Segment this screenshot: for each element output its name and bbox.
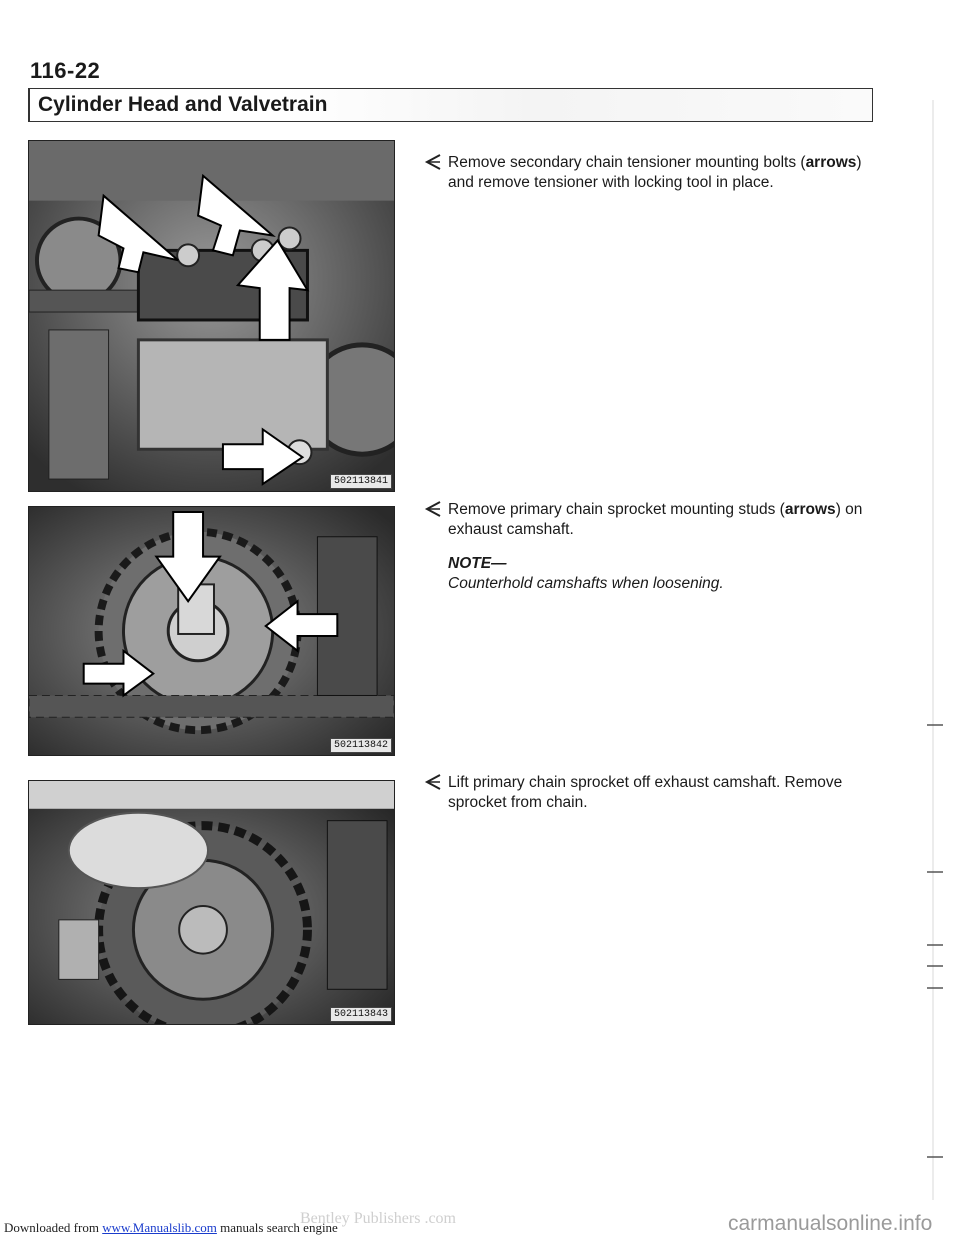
photo-id: 502113843	[330, 1007, 392, 1022]
photo-id: 502113841	[330, 474, 392, 489]
step-text: Remove secondary chain tensioner mounting bolts (arrows) and remove tensioner with locking tool in place.	[448, 154, 862, 191]
step-text: Lift primary chain sprocket off exhaust camshaft. Remove sprocket from chain.	[448, 774, 843, 811]
photo-id: 502113842	[330, 738, 392, 753]
tensioner-illustration	[29, 141, 394, 491]
pointer-arrow-icon	[424, 153, 442, 171]
sprocket-studs-illustration	[29, 507, 394, 755]
page-number: 116-22	[30, 58, 101, 83]
photo-sprocket-studs	[28, 506, 395, 756]
emphasis-arrows: arrows	[784, 501, 836, 518]
emphasis-arrows: arrows	[805, 154, 857, 171]
note-text: Counterhold camshafts when loosening.	[448, 575, 724, 592]
step-lift-sprocket	[424, 773, 874, 813]
photo-sprocket-removal	[28, 780, 395, 1025]
step-remove-studs	[424, 500, 874, 594]
section-title: Cylinder Head and Valvetrain	[38, 93, 328, 116]
site-watermark: carmanualsonline.info	[728, 1212, 933, 1235]
publisher-watermark: Bentley Publishers .com	[300, 1210, 456, 1227]
sprocket-removal-illustration	[29, 781, 394, 1024]
step-text: Remove primary chain sprocket mounting studs (arrows) on exhaust camshaft.	[448, 501, 863, 538]
pointer-arrow-icon	[424, 500, 442, 518]
note-heading: NOTE—	[448, 555, 507, 572]
pointer-arrow-icon	[424, 773, 442, 791]
download-notice: Downloaded from www.Manualslib.com manuals search engine	[4, 1220, 338, 1235]
manualslib-link[interactable]: www.Manualslib.com	[102, 1220, 217, 1235]
step-remove-tensioner	[424, 153, 874, 193]
margin-scan-marks	[925, 100, 945, 1200]
section-header	[28, 88, 873, 122]
photo-tensioner-bolts	[28, 140, 395, 492]
